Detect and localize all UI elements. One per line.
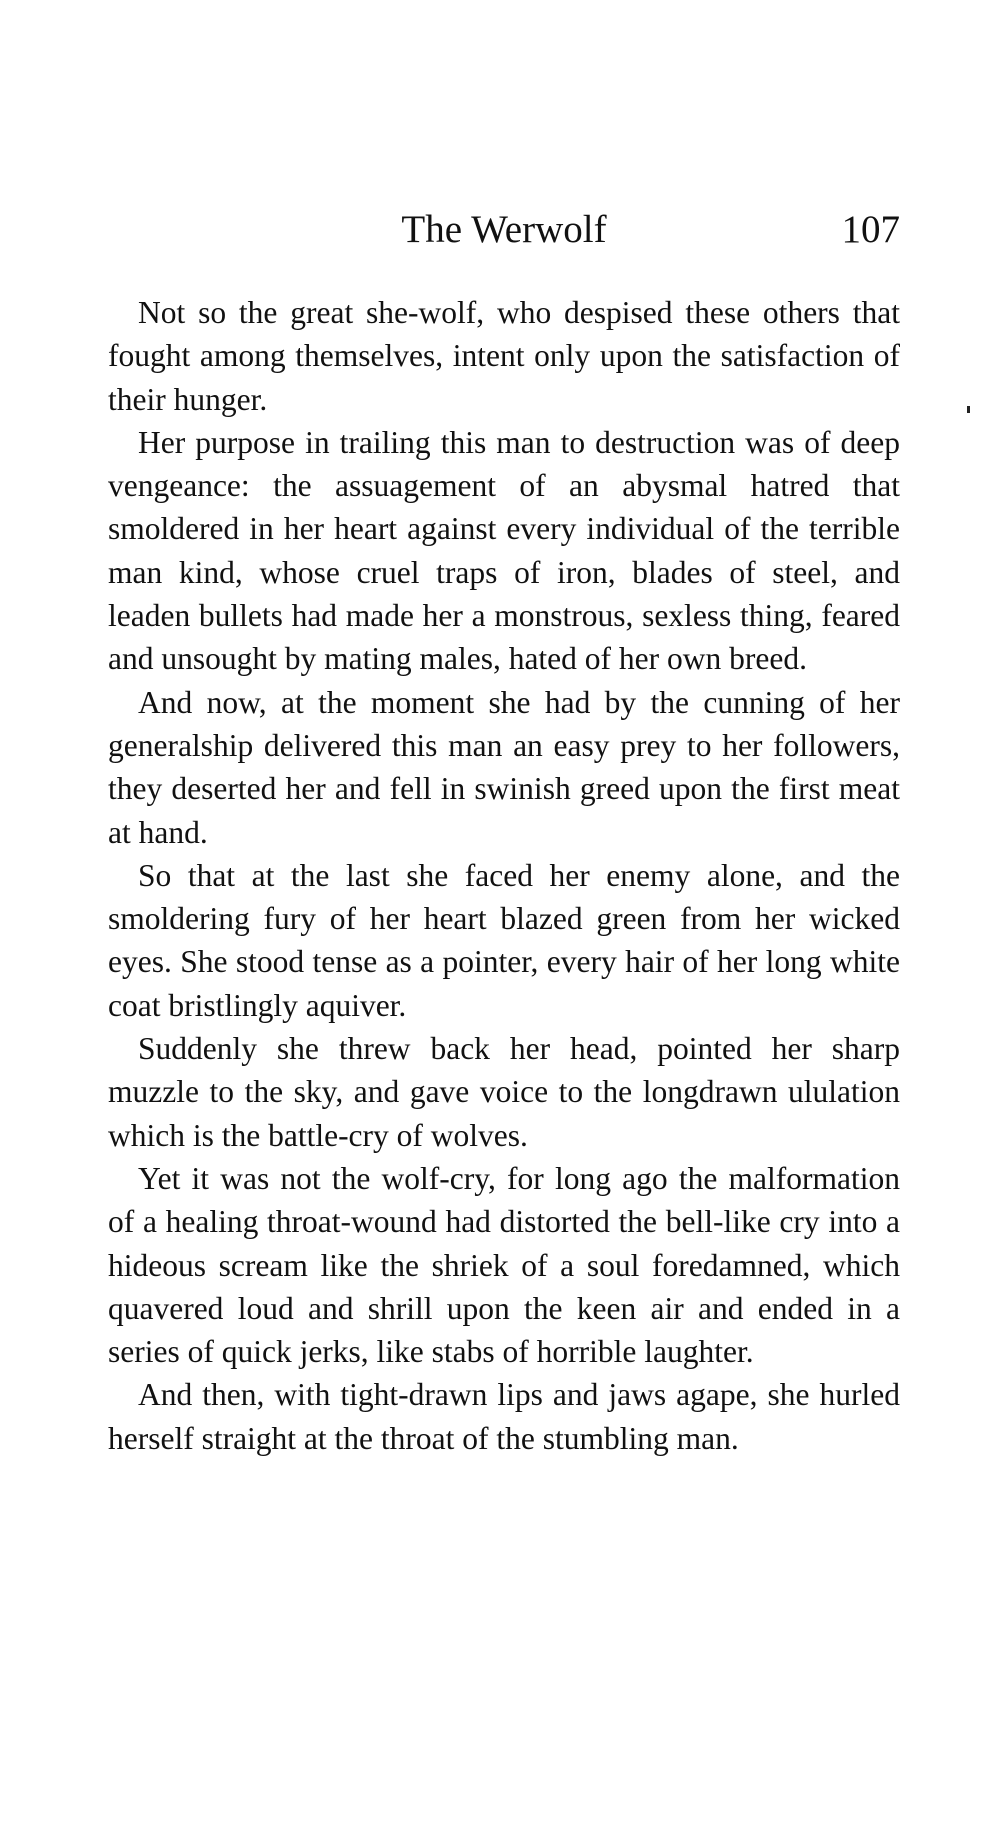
ink-speck <box>967 406 970 413</box>
paragraph-7: And then, with tight-drawn lips and jaws agape, she hurled herself straight at the throat of the stumbling man. <box>108 1377 900 1456</box>
paragraph-3: And now, at the moment she had by the cunning of her generalship delivered this man an easy prey to her followers, they deserted her and fell in swinish greed upon the first meat at hand. <box>108 684 900 850</box>
chapter-title: The Werwolf <box>401 208 607 251</box>
paragraph-2: Her purpose in trailing this man to destruction was of deep vengeance: the assuagement of an abysmal hatred that smoldered in her heart against every individual of the terrible man kind, whose cruel traps of iron, blades of steel, and leaden bullets had made her a monstrous, sexless thing, feared and unsought by mating males, hated of her own breed. <box>108 424 900 677</box>
paragraph-5: Suddenly she threw back her head, pointed her sharp muzzle to the sky, and gave voice to the longdrawn ululation which is the battle-cry of wolves. <box>108 1031 900 1153</box>
page-number: 107 <box>841 208 900 251</box>
running-head <box>108 200 900 260</box>
paragraph-1: Not so the great she-wolf, who despised these others that fought among themselves, intent only upon the satisfaction of their hunger. <box>108 295 900 417</box>
paragraph-4: So that at the last she faced her enemy alone, and the smoldering fury of her heart blazed green from her wicked eyes. She stood tense as a pointer, every hair of her long white coat bristlingly aquiver. <box>108 857 900 1023</box>
text-block <box>108 291 900 1460</box>
paragraph-6: Yet it was not the wolf-cry, for long ago the malformation of a healing throat-wound had distorted the bell-like cry into a hideous scream like the shriek of a soul foredamned, which quavered loud and shrill upon the keen air and ended in a series of quick jerks, like stabs of horrible laughter. <box>108 1160 900 1370</box>
